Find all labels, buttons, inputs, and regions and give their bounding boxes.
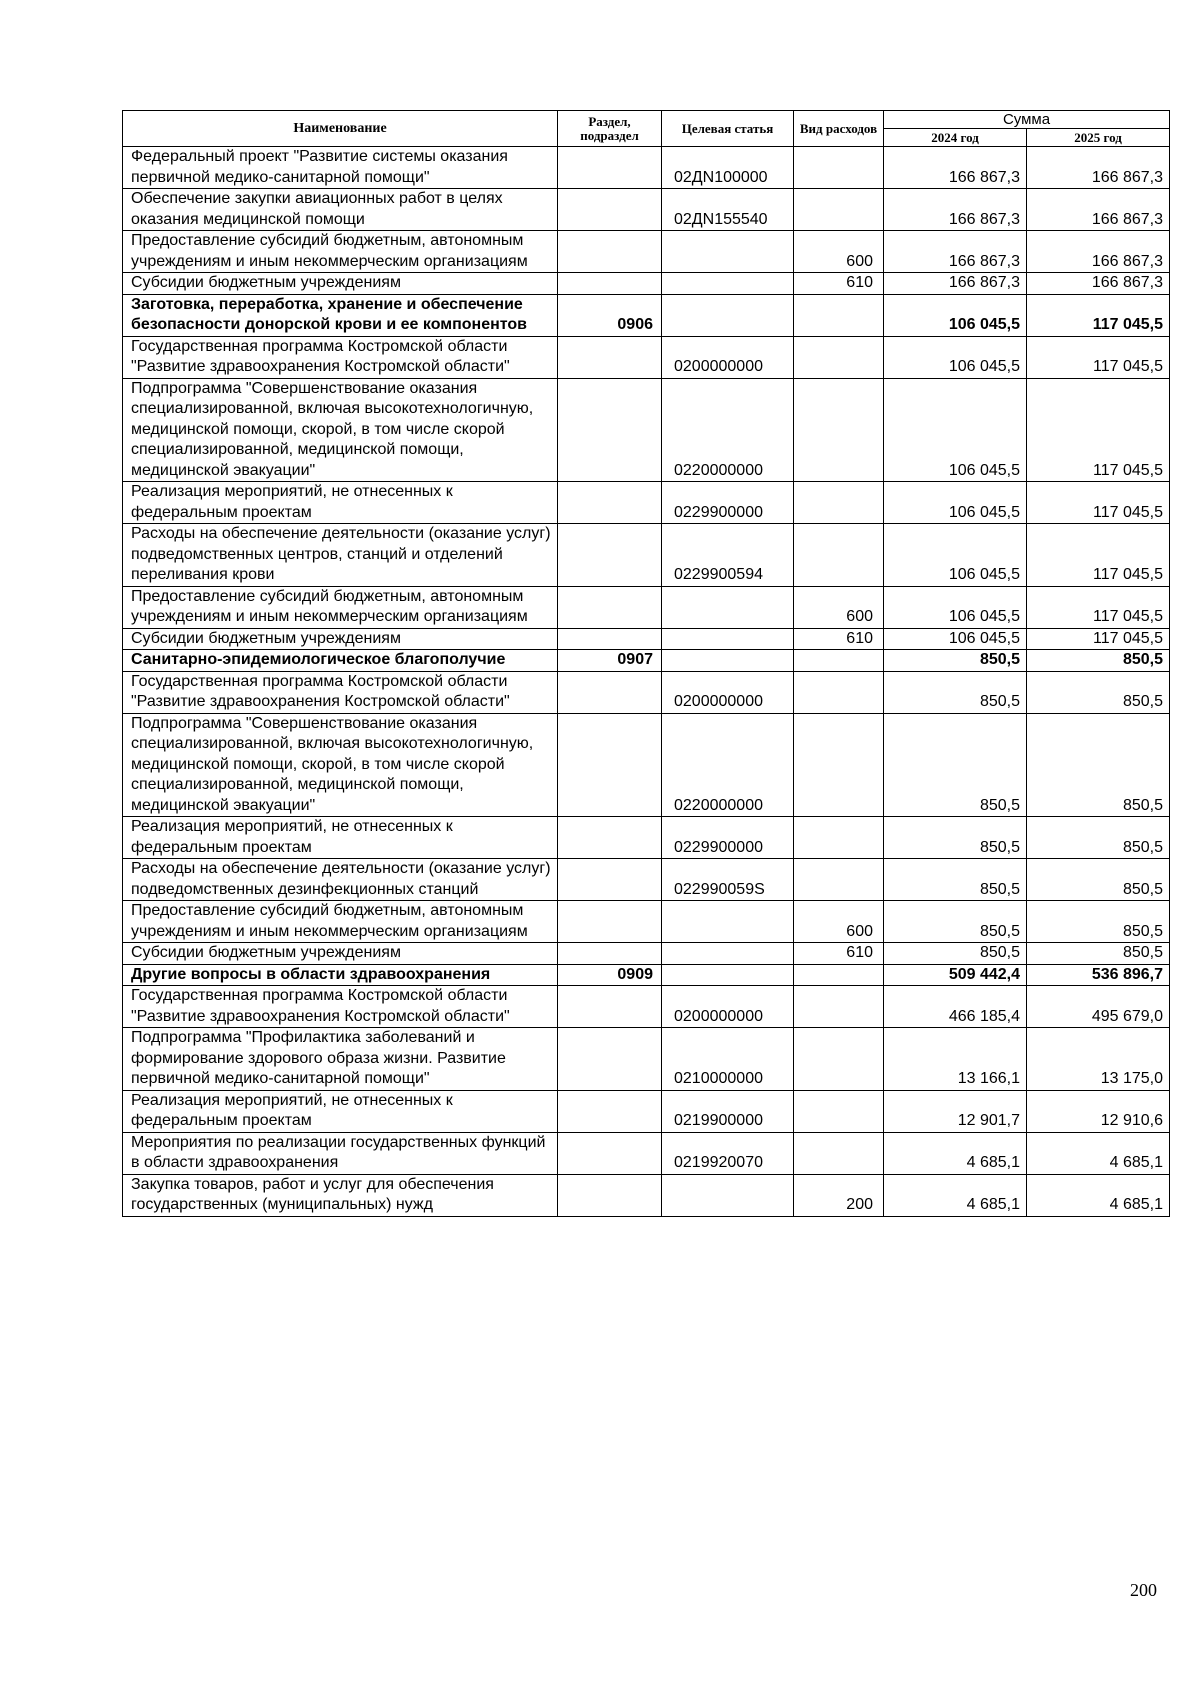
cell-2025: 4 685,1 — [1027, 1132, 1170, 1174]
table-row — [123, 943, 1170, 965]
cell-section — [558, 1028, 662, 1091]
cell-kind — [794, 294, 884, 336]
cell-name: Предоставление субсидий бюджетным, автономным учреждениям и иным некоммерческим организациям — [123, 231, 558, 273]
cell-2024: 106 045,5 — [884, 378, 1027, 482]
cell-target: 0229900594 — [662, 524, 794, 587]
cell-target: 0219920070 — [662, 1132, 794, 1174]
cell-kind — [794, 986, 884, 1028]
cell-2024: 106 045,5 — [884, 482, 1027, 524]
cell-kind — [794, 189, 884, 231]
cell-name: Подпрограмма "Профилактика заболеваний и формирование здорового образа жизни. Развитие первичной медико-санитарной помощи" — [123, 1028, 558, 1091]
cell-section — [558, 986, 662, 1028]
header-year-2025: 2025 год — [1027, 129, 1170, 147]
table-row — [123, 986, 1170, 1028]
table-header — [123, 111, 1170, 147]
cell-kind — [794, 482, 884, 524]
table-row — [123, 524, 1170, 587]
table-row — [123, 482, 1170, 524]
header-year-2024: 2024 год — [884, 129, 1027, 147]
cell-target — [662, 1174, 794, 1216]
cell-2025: 850,5 — [1027, 901, 1170, 943]
cell-target: 0200000000 — [662, 336, 794, 378]
header-section: Раздел, подраздел — [558, 111, 662, 147]
cell-section — [558, 189, 662, 231]
cell-section — [558, 817, 662, 859]
cell-name: Обеспечение закупки авиационных работ в целях оказания медицинской помощи — [123, 189, 558, 231]
table-row — [123, 628, 1170, 650]
cell-section — [558, 231, 662, 273]
cell-2025: 117 045,5 — [1027, 586, 1170, 628]
table-body — [123, 147, 1170, 1217]
cell-2024: 509 442,4 — [884, 964, 1027, 986]
cell-target — [662, 964, 794, 986]
cell-target: 0229900000 — [662, 482, 794, 524]
table-row — [123, 189, 1170, 231]
cell-2025: 117 045,5 — [1027, 294, 1170, 336]
cell-kind — [794, 147, 884, 189]
cell-section — [558, 482, 662, 524]
cell-2024: 850,5 — [884, 650, 1027, 672]
cell-target: 0220000000 — [662, 713, 794, 817]
cell-kind — [794, 859, 884, 901]
cell-2025: 166 867,3 — [1027, 189, 1170, 231]
cell-target: 02ДN100000 — [662, 147, 794, 189]
cell-section — [558, 273, 662, 295]
cell-2024: 12 901,7 — [884, 1090, 1027, 1132]
cell-2025: 12 910,6 — [1027, 1090, 1170, 1132]
cell-section — [558, 524, 662, 587]
cell-section — [558, 147, 662, 189]
cell-target — [662, 231, 794, 273]
cell-name: Санитарно-эпидемиологическое благополучие — [123, 650, 558, 672]
cell-section — [558, 336, 662, 378]
cell-kind — [794, 378, 884, 482]
budget-table — [122, 110, 1170, 1217]
cell-name: Государственная программа Костромской области "Развитие здравоохранения Костромской области" — [123, 986, 558, 1028]
cell-kind: 610 — [794, 628, 884, 650]
cell-name: Субсидии бюджетным учреждениям — [123, 273, 558, 295]
cell-name: Государственная программа Костромской области "Развитие здравоохранения Костромской области" — [123, 671, 558, 713]
cell-name: Другие вопросы в области здравоохранения — [123, 964, 558, 986]
cell-name: Государственная программа Костромской области "Развитие здравоохранения Костромской области" — [123, 336, 558, 378]
cell-2025: 850,5 — [1027, 671, 1170, 713]
table-row — [123, 901, 1170, 943]
cell-2025: 166 867,3 — [1027, 273, 1170, 295]
cell-kind — [794, 713, 884, 817]
cell-2025: 850,5 — [1027, 859, 1170, 901]
cell-2024: 106 045,5 — [884, 628, 1027, 650]
cell-2025: 166 867,3 — [1027, 231, 1170, 273]
header-sum: Сумма — [884, 111, 1170, 129]
cell-section — [558, 713, 662, 817]
cell-name: Мероприятия по реализации государственных функций в области здравоохранения — [123, 1132, 558, 1174]
cell-section: 0909 — [558, 964, 662, 986]
cell-target: 02ДN155540 — [662, 189, 794, 231]
cell-name: Подпрограмма "Совершенствование оказания специализированной, включая высокотехнологичную, медицинской помощи, скорой, в том числе скорой специализированной, медицинской помощи, медицинской эвакуации" — [123, 378, 558, 482]
cell-2025: 850,5 — [1027, 713, 1170, 817]
cell-target — [662, 943, 794, 965]
cell-2024: 4 685,1 — [884, 1132, 1027, 1174]
cell-name: Расходы на обеспечение деятельности (оказание услуг) подведомственных дезинфекционных станций — [123, 859, 558, 901]
cell-kind — [794, 1028, 884, 1091]
cell-target — [662, 294, 794, 336]
cell-section — [558, 1090, 662, 1132]
cell-target — [662, 273, 794, 295]
cell-kind — [794, 524, 884, 587]
cell-2025: 166 867,3 — [1027, 147, 1170, 189]
table-row — [123, 147, 1170, 189]
page-number: 200 — [1130, 1580, 1157, 1600]
cell-2024: 13 166,1 — [884, 1028, 1027, 1091]
cell-name: Предоставление субсидий бюджетным, автономным учреждениям и иным некоммерческим организациям — [123, 901, 558, 943]
cell-target: 0200000000 — [662, 671, 794, 713]
cell-section — [558, 1174, 662, 1216]
cell-section — [558, 1132, 662, 1174]
cell-name: Предоставление субсидий бюджетным, автономным учреждениям и иным некоммерческим организациям — [123, 586, 558, 628]
table-row — [123, 378, 1170, 482]
cell-2024: 850,5 — [884, 817, 1027, 859]
cell-2025: 536 896,7 — [1027, 964, 1170, 986]
table-row — [123, 671, 1170, 713]
cell-target: 0229900000 — [662, 817, 794, 859]
cell-2024: 106 045,5 — [884, 336, 1027, 378]
table-row — [123, 336, 1170, 378]
cell-target: 0210000000 — [662, 1028, 794, 1091]
cell-section — [558, 378, 662, 482]
cell-2024: 166 867,3 — [884, 147, 1027, 189]
cell-2025: 117 045,5 — [1027, 628, 1170, 650]
cell-name: Заготовка, переработка, хранение и обеспечение безопасности донорской крови и ее компонентов — [123, 294, 558, 336]
cell-kind: 610 — [794, 943, 884, 965]
cell-2024: 4 685,1 — [884, 1174, 1027, 1216]
table-row — [123, 1174, 1170, 1216]
cell-name: Подпрограмма "Совершенствование оказания специализированной, включая высокотехнологичную, медицинской помощи, скорой, в том числе скорой специализированной, медицинской помощи, медицинской эвакуации" — [123, 713, 558, 817]
cell-kind: 600 — [794, 586, 884, 628]
cell-2024: 106 045,5 — [884, 586, 1027, 628]
cell-target: 0220000000 — [662, 378, 794, 482]
table-row — [123, 1028, 1170, 1091]
cell-name: Федеральный проект "Развитие системы оказания первичной медико-санитарной помощи" — [123, 147, 558, 189]
cell-2025: 850,5 — [1027, 943, 1170, 965]
cell-2025: 117 045,5 — [1027, 336, 1170, 378]
cell-2024: 166 867,3 — [884, 189, 1027, 231]
header-name: Наименование — [123, 111, 558, 147]
table-row — [123, 273, 1170, 295]
cell-2025: 117 045,5 — [1027, 482, 1170, 524]
cell-section — [558, 943, 662, 965]
cell-2024: 466 185,4 — [884, 986, 1027, 1028]
cell-kind: 610 — [794, 273, 884, 295]
cell-kind — [794, 964, 884, 986]
cell-name: Реализация мероприятий, не отнесенных к федеральным проектам — [123, 817, 558, 859]
cell-target: 022990059S — [662, 859, 794, 901]
cell-kind — [794, 817, 884, 859]
cell-2024: 850,5 — [884, 859, 1027, 901]
cell-kind: 600 — [794, 901, 884, 943]
cell-section — [558, 586, 662, 628]
cell-kind — [794, 1090, 884, 1132]
cell-target: 0219900000 — [662, 1090, 794, 1132]
table-row — [123, 294, 1170, 336]
cell-2024: 166 867,3 — [884, 273, 1027, 295]
cell-2024: 850,5 — [884, 713, 1027, 817]
cell-2024: 850,5 — [884, 943, 1027, 965]
cell-target: 0200000000 — [662, 986, 794, 1028]
cell-section — [558, 628, 662, 650]
cell-name: Закупка товаров, работ и услуг для обеспечения государственных (муниципальных) нужд — [123, 1174, 558, 1216]
cell-kind — [794, 336, 884, 378]
cell-name: Расходы на обеспечение деятельности (оказание услуг) подведомственных центров, станций и отделений переливания крови — [123, 524, 558, 587]
cell-target — [662, 586, 794, 628]
table-row — [123, 650, 1170, 672]
cell-target — [662, 901, 794, 943]
cell-kind — [794, 1132, 884, 1174]
table-row — [123, 586, 1170, 628]
table-row — [123, 964, 1170, 986]
cell-name: Реализация мероприятий, не отнесенных к федеральным проектам — [123, 1090, 558, 1132]
cell-2024: 850,5 — [884, 671, 1027, 713]
cell-2025: 850,5 — [1027, 817, 1170, 859]
cell-section — [558, 671, 662, 713]
cell-section — [558, 901, 662, 943]
cell-2024: 106 045,5 — [884, 524, 1027, 587]
header-kind: Вид расходов — [794, 111, 884, 147]
cell-2025: 4 685,1 — [1027, 1174, 1170, 1216]
table-row — [123, 231, 1170, 273]
cell-kind: 200 — [794, 1174, 884, 1216]
header-target: Целевая статья — [662, 111, 794, 147]
cell-section: 0907 — [558, 650, 662, 672]
cell-kind — [794, 650, 884, 672]
table-row — [123, 713, 1170, 817]
cell-target — [662, 650, 794, 672]
cell-name: Субсидии бюджетным учреждениям — [123, 943, 558, 965]
table-row — [123, 859, 1170, 901]
table-row — [123, 1090, 1170, 1132]
cell-kind — [794, 671, 884, 713]
cell-target — [662, 628, 794, 650]
cell-2024: 166 867,3 — [884, 231, 1027, 273]
cell-kind: 600 — [794, 231, 884, 273]
cell-2024: 850,5 — [884, 901, 1027, 943]
cell-2025: 495 679,0 — [1027, 986, 1170, 1028]
cell-2025: 117 045,5 — [1027, 378, 1170, 482]
cell-2024: 106 045,5 — [884, 294, 1027, 336]
table-row — [123, 1132, 1170, 1174]
cell-name: Субсидии бюджетным учреждениям — [123, 628, 558, 650]
cell-2025: 117 045,5 — [1027, 524, 1170, 587]
cell-section — [558, 859, 662, 901]
table-row — [123, 817, 1170, 859]
cell-section: 0906 — [558, 294, 662, 336]
cell-name: Реализация мероприятий, не отнесенных к федеральным проектам — [123, 482, 558, 524]
cell-2025: 13 175,0 — [1027, 1028, 1170, 1091]
cell-2025: 850,5 — [1027, 650, 1170, 672]
